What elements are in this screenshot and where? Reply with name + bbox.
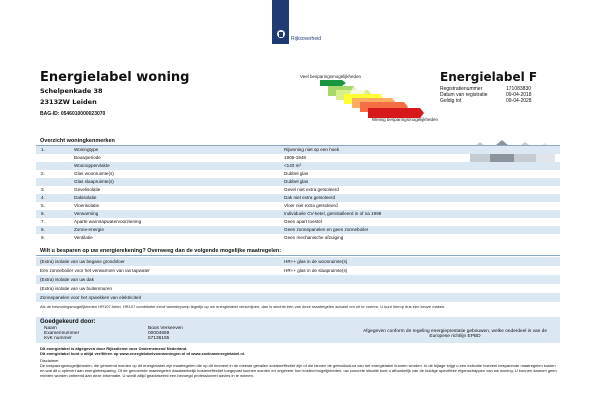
table-row: 7. Aparte warmtapwatervoorziening Geen apart toestel — [41, 219, 322, 224]
table-row: 3. Gevelisolatie Gevel niet extra geïsoleerd — [41, 187, 339, 192]
signoff-key: Naam — [44, 326, 57, 331]
disclaimer-text: De besparingsmogelijkheden, die genoemd worden op dit energielabel zijn maatregelen die op dit moment in de meeste gevallen kosteneffectief zijn of die binnen de gebruiksduur van het energielabel kunnen worden. In de bijlage krijgt u een indicatie hoeveel besparende maatregelen kosten en wat dit u oplevert aan energiebesparing. Of de genoemde maatregelen daadwerkelijk kosteneffectief toegepast kunnen worden en ongeveer hun kosten/mogelijkheden, uw concrete situatie kunt u afhankelijk van de huidige specifieke eigenschappen van uw woning. U kunnen daarom geen rechten worden ontleend aan deze informatie. U wordt altijd geadviseerd een bevoegd professioneel advies in te winnen. — [40, 363, 557, 378]
overview-title: Overzicht woningkenmerken — [40, 138, 115, 144]
list-item: (Extra) isolatie van uw dak — [36, 275, 560, 284]
divider — [36, 255, 560, 256]
footer-verify[interactable]: Dit energielabel kunt u altijd verifiëren op www.energielabelvoorwoningen.nl of www.zoekuwenergielabel.nl. — [40, 351, 246, 356]
table-row: Woonoppervlakte <140 m² — [36, 162, 560, 170]
table-row: 8. Zonne-energie Geen zonnepanelen en geen zonneboiler — [36, 226, 560, 234]
signoff-title: Goedgekeurd door: — [40, 319, 96, 325]
footer-issued: Dit energielabel is afgegeven door Rijksdienst voor Ondernemend Nederland. — [40, 346, 188, 351]
scale-top-label: Veel besparingsmogelijkheden — [300, 74, 362, 79]
signoff-key: KvK nummer — [44, 336, 72, 341]
signoff-value: 00004659 — [148, 331, 170, 336]
table-row: Glas slaapruimte(s) Dubbel glas — [36, 178, 560, 186]
signoff-key: Examennummer — [44, 331, 80, 336]
energy-label-title: Energielabel F — [440, 70, 538, 84]
table-row: Bouwperiode 1906-1948 — [74, 155, 306, 160]
page-title: Energielabel woning — [40, 70, 190, 85]
signoff-value: Boos Verseeven — [148, 326, 183, 331]
table-row: 5. Vloerisolatie Vloer niet extra geïsoleerd — [41, 203, 338, 208]
scale-bar-a — [320, 80, 346, 86]
table-row: 6. Verwarming Individuele CV-ketel, geïnstalleerd in of na 1998 — [36, 210, 560, 218]
measures-title: Wilt u besparen op uw energierekening? Overweeg dan de volgende mogelijke maatregelen: — [40, 248, 282, 254]
address-street: Schelpenkade 38 — [40, 87, 103, 95]
crest-icon — [275, 28, 287, 41]
energy-scale — [320, 80, 430, 120]
table-row: 2. Glas woonruimte(s) Dubbel glas — [41, 171, 309, 176]
list-item: Zonnepanelen voor het opwekken van elektriciteit — [36, 293, 560, 302]
meta-row: Datum van registratie 09-04-2018 — [440, 92, 532, 98]
signoff-statement: Afgegeven conform de regeling energieprestatie gebouwen, welke onderdeel is van de Europese richtlijn EPBD — [362, 329, 547, 339]
list-item: (Extra) isolatie van uw buitenmuren — [40, 286, 113, 291]
table-row: 4. Dakisolatie Dak niet extra geïsoleerd — [36, 194, 560, 202]
meta-row: Registratienummer 171083830 — [440, 86, 532, 92]
table-row: 1. Woningtype Rijwoning niet op een hoek — [36, 146, 560, 154]
measures-table — [36, 257, 560, 302]
meta-row: Geldig tot 09-04-2028 — [440, 98, 532, 104]
signoff-value: 57136155 — [148, 336, 170, 341]
measures-note: Als de bewoningsmogelijkheden HR107-ketel, HR107 combiketel en/of warmtepomp tegelijk op uw energielabel verschijnen, dan is slechts één van deze maatregelen actueel om uit te voeren. U kunt hierop dus een keuze maken. — [40, 304, 446, 309]
address-city: 2313ZW Leiden — [40, 98, 97, 106]
disclaimer-title: Disclaimer — [40, 358, 59, 363]
bag-id: BAG-ID: 0546010000023070 — [40, 111, 106, 117]
table-row: 9. Ventilatie Geen mechanische afzuiging — [41, 235, 344, 240]
brand-name: Rijksoverheid — [291, 36, 322, 42]
list-item: Een zonneboiler voor het verwarmen van uw tapwater HR++ glas in de slaapruimte(s) — [40, 268, 348, 273]
list-item: (Extra) isolatie van uw begane grondvloer HR++ glas in de woonruimte(s) — [36, 257, 560, 266]
scale-bottom-label: Weinig besparingsmogelijkheden — [372, 117, 438, 122]
overview-table — [36, 146, 560, 242]
